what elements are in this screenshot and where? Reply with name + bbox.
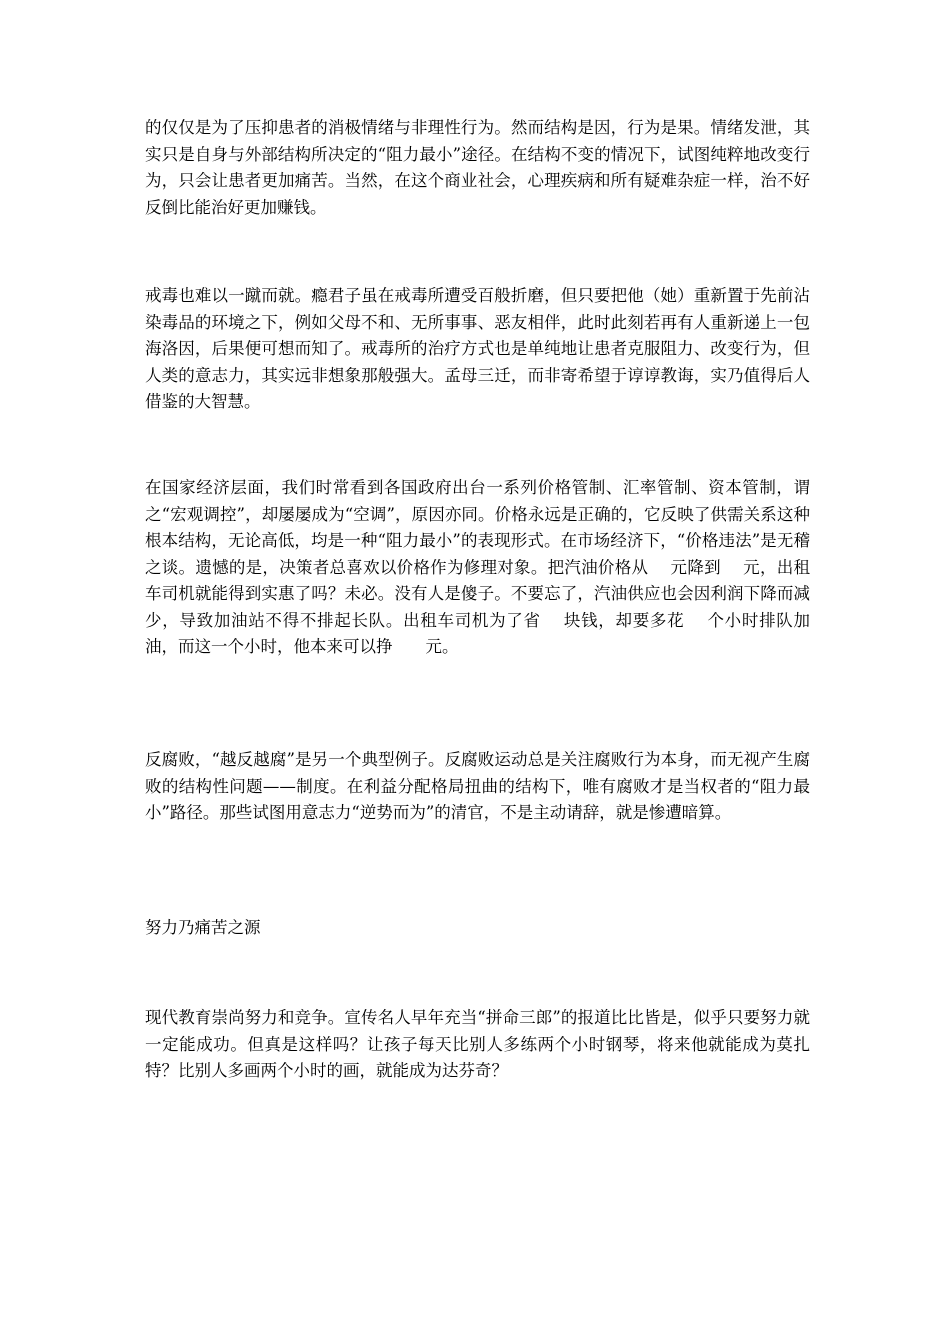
paragraph-modern-education: 现代教育崇尚努力和竞争。宣传名人早年充当“拼命三郎”的报道比比皆是，似乎只要努力就一定能成功。但真是这样吗？让孩子每天比别人多练两个小时钢琴，将来他就能成为莫扎特？比别人多画两个小时的画，就能成为达芬奇？ — [145, 1008, 810, 1080]
paragraph-drug-rehabilitation: 戒毒也难以一蹴而就。瘾君子虽在戒毒所遭受百般折磨，但只要把他（她）重新置于先前沾染毒品的环境之下，例如父母不和、无所事事、恶友相伴，此时此刻若再有人重新递上一包海洛因，后果便可想而知了。戒毒所的治疗方式也是单纯地让患者克服阻力、改变行为，但人类的意志力，其实远非想象那般强大。孟母三迁，而非寄希望于谆谆教诲，实乃值得后人借鉴的大智慧。 — [145, 286, 810, 411]
section-heading: 努力乃痛苦之源 — [145, 918, 261, 937]
paragraph-structure-and-behavior: 的仅仅是为了压抑患者的消极情绪与非理性行为。然而结构是因，行为是果。情绪发泄，其实只是自身与外部结构所决定的“阻力最小”途径。在结构不变的情况下，试图纯粹地改变行为，只会让患者更加痛苦。当然，在这个商业社会，心理疾病和所有疑难杂症一样，治不好反倒比能治好更加赚钱。 — [145, 118, 810, 217]
paragraph-anti-corruption: 反腐败，“越反越腐”是另一个典型例子。反腐败运动总是关注腐败行为本身，而无视产生腐败的结构性问题——制度。在利益分配格局扭曲的结构下，唯有腐败才是当权者的“阻力最小”路径。那些试图用意志力“逆势而为”的清官，不是主动请辞，就是惨遭暗算。 — [145, 750, 810, 822]
paragraph-price-controls: 在国家经济层面，我们时常看到各国政府出台一系列价格管制、汇率管制、资本管制，谓之“宏观调控”，却屡屡成为“空调”，原因亦同。价格永远是正确的，它反映了供需关系这种根本结构，无论高低，均是一种“阻力最小”的表现形式。在市场经济下，“价格违法”是无稽之谈。遗憾的是，决策者总喜欢以价格作为修理对象。把汽油价格从 元降到 元，出租车司机就能得到实惠了吗？未必。没有人是傻子。不要忘了，汽油供应也会因利润下降而减少，导致加油站不得不排起长队。出租车司机为了省 块钱，却要多花 个小时排队加油，而这一个小时，他本来可以挣 元。 — [145, 478, 810, 656]
